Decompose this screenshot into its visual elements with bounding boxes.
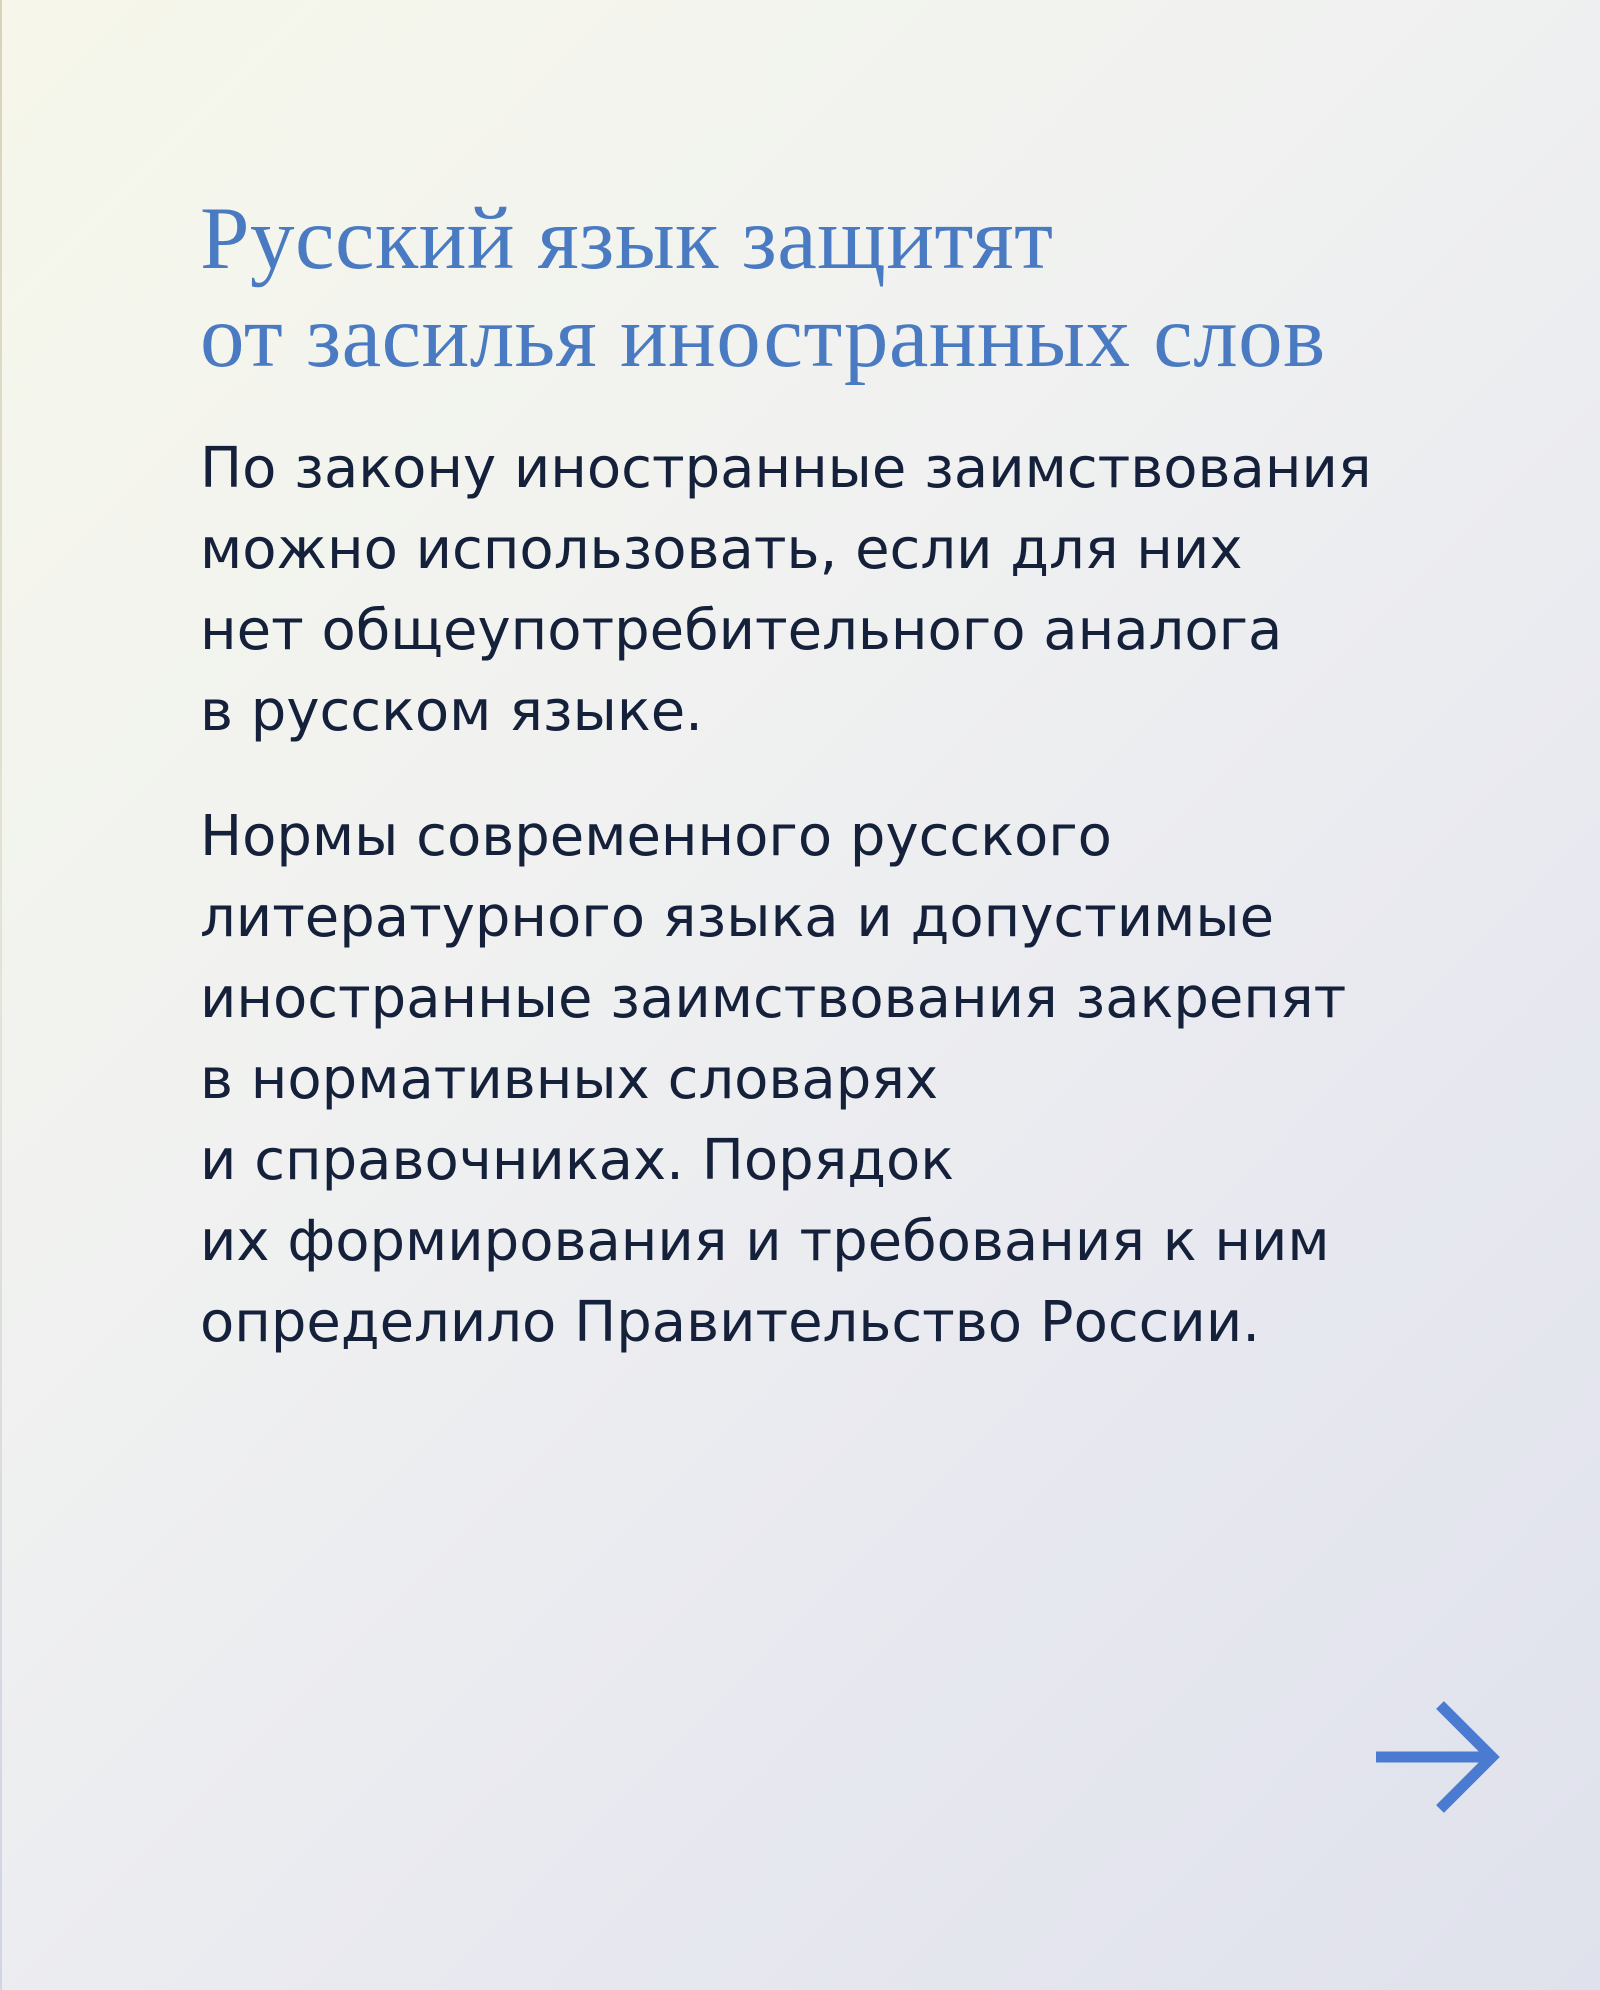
text-line: По закону иностранные заимствования xyxy=(200,436,1372,501)
text-line: определило Правительство России. xyxy=(200,1290,1261,1355)
next-slide-button[interactable] xyxy=(1374,1699,1502,1815)
article-title xyxy=(200,190,1480,386)
arrow-right-icon xyxy=(1374,1699,1502,1815)
paragraph-law xyxy=(200,428,1480,752)
text-line: литературного языка и допустимые xyxy=(200,885,1275,950)
text-line: нет общеупотребительного аналога xyxy=(200,598,1283,663)
text-line: их формирования и требования к ним xyxy=(200,1209,1330,1274)
paragraph-norms xyxy=(200,796,1480,1363)
article-content xyxy=(200,190,1480,1363)
title-line: Русский язык защитят xyxy=(200,190,1054,288)
text-line: в русском языке. xyxy=(200,679,703,744)
text-line: иностранные заимствования закрепят xyxy=(200,966,1347,1031)
text-line: Нормы современного русского xyxy=(200,804,1112,869)
text-line: в нормативных словарях xyxy=(200,1047,939,1112)
text-line: можно использовать, если для них xyxy=(200,517,1243,582)
title-line: от засилья иностранных слов xyxy=(200,288,1326,386)
text-line: и справочниках. Порядок xyxy=(200,1128,955,1193)
edge-divider xyxy=(0,0,2,1990)
